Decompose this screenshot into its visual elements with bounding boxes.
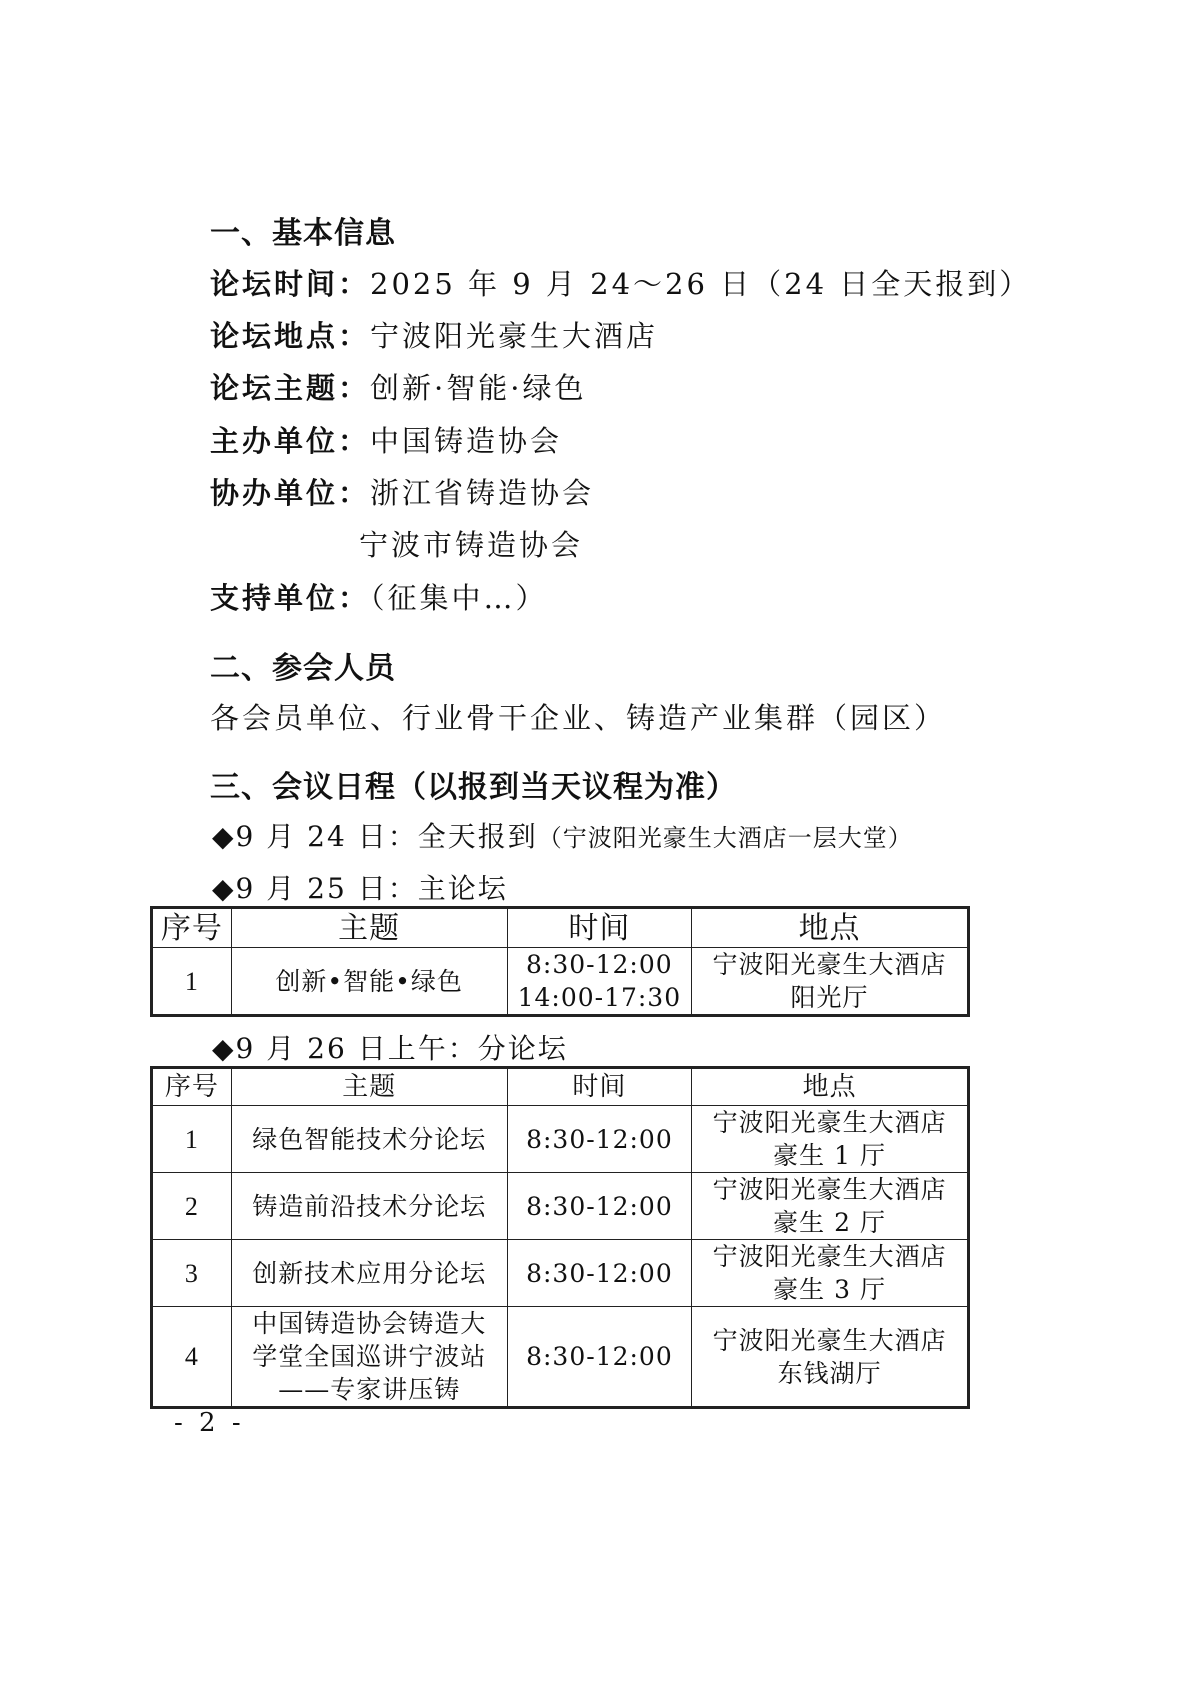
info-label: 支持单位： xyxy=(210,581,371,615)
info-value: 2025 年 9 月 24～26 日（24 日全天报到） xyxy=(370,267,1032,301)
info-label: 主办单位： xyxy=(210,424,371,458)
info-row-location xyxy=(210,314,658,355)
place-line: 宁波阳光豪生大酒店 xyxy=(712,950,947,979)
info-value: （征集中…） xyxy=(370,581,548,615)
info-value: 浙江省铸造协会 xyxy=(370,476,595,510)
header-place: 地点 xyxy=(692,908,969,948)
place-line: 东钱湖厅 xyxy=(777,1358,882,1388)
topic-line: 学堂全国巡讲宁波站 xyxy=(252,1342,487,1371)
place-line: 豪生 1 厅 xyxy=(773,1141,886,1170)
cell-topic: 铸造前沿技术分论坛 xyxy=(231,1173,507,1240)
header-no: 序号 xyxy=(152,908,232,948)
place-line: 豪生 2 厅 xyxy=(773,1208,886,1237)
time-line: 8:30-12:00 xyxy=(526,950,673,979)
cell-time: 8:30-12:00 xyxy=(507,1106,691,1173)
info-label: 论坛时间： xyxy=(210,267,371,301)
cell-topic xyxy=(231,1307,507,1408)
schedule-day-text: 9 月 24 日：全天报到 xyxy=(235,820,538,853)
header-topic: 主题 xyxy=(231,1068,507,1106)
diamond-bullet-icon: ◆ xyxy=(212,1032,236,1065)
table-header-row xyxy=(152,908,969,948)
time-line: 14:00-17:30 xyxy=(517,983,682,1012)
cell-place xyxy=(692,1240,969,1307)
schedule-day-25 xyxy=(212,867,508,907)
table-row xyxy=(152,1106,969,1173)
topic-line: ——专家讲压铸 xyxy=(278,1375,461,1404)
schedule-day-text: 9 月 26 日上午：分论坛 xyxy=(235,1032,568,1065)
diamond-bullet-icon: ◆ xyxy=(212,872,236,905)
table-row xyxy=(152,948,969,1016)
cell-topic: 创新技术应用分论坛 xyxy=(231,1240,507,1307)
header-time: 时间 xyxy=(507,1068,691,1106)
section-heading-basic-info: 一、基本信息 xyxy=(210,216,396,251)
cell-time: 8:30-12:00 xyxy=(507,1307,691,1408)
page-number: - 2 - xyxy=(174,1408,245,1438)
cell-topic: 创新•智能•绿色 xyxy=(231,948,507,1016)
info-row-co-host-2 xyxy=(359,523,583,564)
schedule-day-note: （宁波阳光豪生大酒店一层大堂） xyxy=(537,824,913,852)
schedule-day-24 xyxy=(212,815,913,855)
table-header-row xyxy=(152,1068,969,1106)
attendees-text: 各会员单位、行业骨干企业、铸造产业集群（园区） xyxy=(210,701,947,735)
main-forum-table xyxy=(150,906,970,1017)
place-line: 宁波阳光豪生大酒店 xyxy=(712,1108,947,1137)
info-label: 论坛主题： xyxy=(210,371,371,405)
cell-place xyxy=(692,948,969,1016)
header-time: 时间 xyxy=(507,908,692,948)
header-topic: 主题 xyxy=(231,908,507,948)
place-line: 宁波阳光豪生大酒店 xyxy=(712,1242,947,1271)
schedule-day-26 xyxy=(212,1027,568,1067)
table-row xyxy=(152,1173,969,1240)
info-value: 中国铸造协会 xyxy=(370,424,563,458)
info-row-co-host xyxy=(210,471,594,512)
sub-forum-table xyxy=(150,1066,970,1409)
cell-place xyxy=(692,1173,969,1240)
cell-time: 8:30-12:00 xyxy=(507,1240,691,1307)
info-row-time xyxy=(210,262,1031,303)
cell-time: 8:30-12:00 xyxy=(507,1173,691,1240)
table-row xyxy=(152,1307,969,1408)
section-heading-attendees: 二、参会人员 xyxy=(210,651,396,686)
cell-topic: 绿色智能技术分论坛 xyxy=(231,1106,507,1173)
cell-place xyxy=(692,1307,969,1408)
place-line: 宁波阳光豪生大酒店 xyxy=(712,1175,947,1204)
cell-no: 1 xyxy=(152,1106,232,1173)
place-line: 阳光厅 xyxy=(790,983,869,1012)
place-line: 宁波阳光豪生大酒店 xyxy=(712,1325,947,1355)
table-row xyxy=(152,1240,969,1307)
header-place: 地点 xyxy=(692,1068,969,1106)
cell-no: 4 xyxy=(152,1307,232,1408)
info-value: 创新·智能·绿色 xyxy=(370,371,587,405)
diamond-bullet-icon: ◆ xyxy=(212,820,236,853)
info-value: 宁波市铸造协会 xyxy=(359,528,584,562)
cell-no: 3 xyxy=(152,1240,232,1307)
place-line: 豪生 3 厅 xyxy=(773,1275,886,1304)
cell-no: 1 xyxy=(152,948,232,1016)
info-label: 协办单位： xyxy=(210,476,371,510)
cell-time xyxy=(507,948,692,1016)
section-heading-schedule: 三、会议日程（以报到当天议程为准） xyxy=(210,770,737,805)
schedule-day-text: 9 月 25 日：主论坛 xyxy=(235,872,508,905)
header-no: 序号 xyxy=(152,1068,232,1106)
info-row-theme xyxy=(210,366,586,407)
cell-place xyxy=(692,1106,969,1173)
info-label: 论坛地点： xyxy=(210,319,371,353)
info-value: 宁波阳光豪生大酒店 xyxy=(370,319,659,353)
cell-no: 2 xyxy=(152,1173,232,1240)
info-row-support xyxy=(210,576,548,617)
info-row-host xyxy=(210,419,562,460)
topic-line: 中国铸造协会铸造大 xyxy=(252,1309,487,1338)
